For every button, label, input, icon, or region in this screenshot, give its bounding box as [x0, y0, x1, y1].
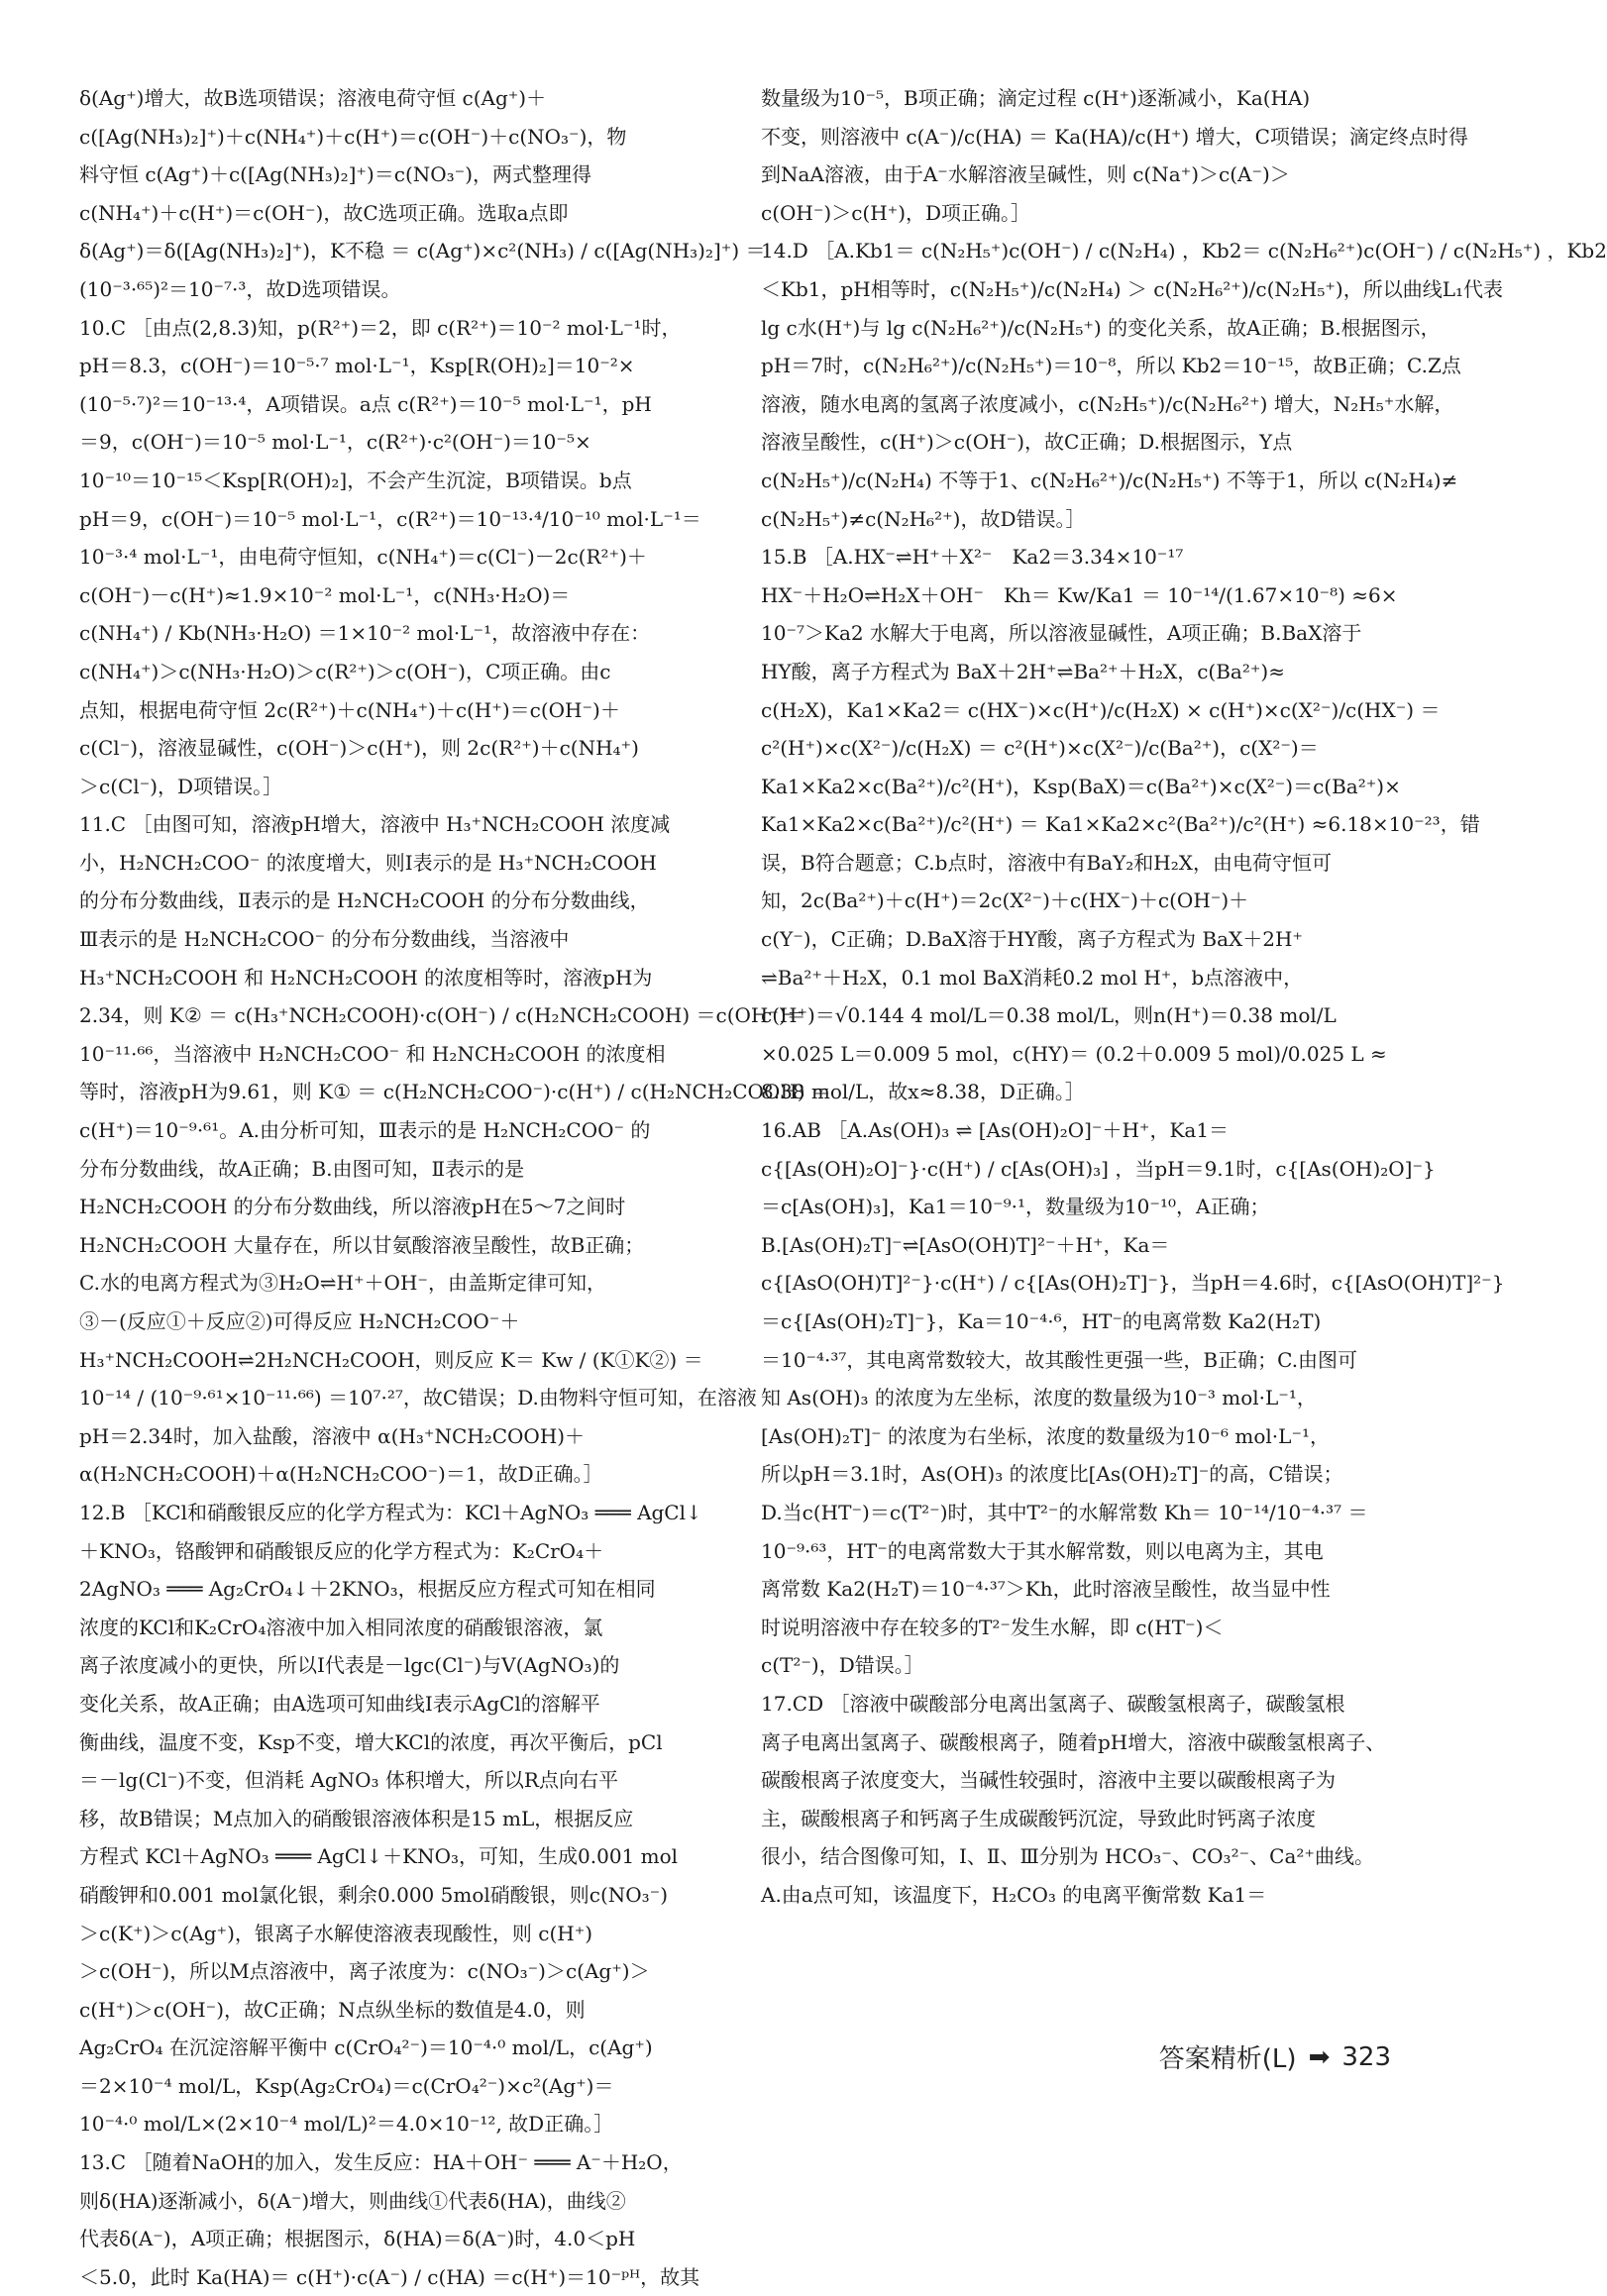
text-line: pH＝9，c(OH⁻)＝10⁻⁵ mol·L⁻¹，c(R²⁺)＝10⁻¹³·⁴/10⁻¹⁰ mol·L⁻¹＝ — [79, 506, 701, 531]
text-line: 误，B符合题意；C.b点时，溶液中有BaY₂和H₂X，由电荷守恒可 — [761, 850, 1332, 875]
text-line: 10⁻³·⁴ mol·L⁻¹，由电荷守恒知，c(NH₄⁺)＝c(Cl⁻)－2c(R²⁺)＋ — [79, 545, 647, 570]
text-line: 13.C ［随着NaOH的加入，发生反应：HA＋OH⁻ ═══ A⁻＋H₂O， — [79, 2150, 683, 2175]
text-line: 8.38 mol/L，故x≈8.38，D正确。］ — [761, 1080, 1085, 1104]
text-line: Ag₂CrO₄ 在沉淀溶解平衡中 c(CrO₄²⁻)＝10⁻⁴·⁰ mol/L，c(Ag⁺) — [79, 2035, 653, 2060]
text-line: c(NH₄⁺)＋c(H⁺)＝c(OH⁻)，故C选项正确。选取a点即 — [79, 200, 569, 225]
text-line: 10⁻⁷＞Ka2 水解大于电离，所以溶液显碱性，A项正确；B.BaX溶于 — [761, 621, 1362, 646]
text-line: H₂NCH₂COOH 的分布分数曲线，所以溶液pH在5～7之间时 — [79, 1195, 626, 1219]
text-line: Ⅲ表示的是 H₂NCH₂COO⁻ 的分布分数曲线，当溶液中 — [79, 927, 570, 952]
text-line: ＋KNO₃，铬酸钾和硝酸银反应的化学方程式为：K₂CrO₄＋ — [79, 1538, 604, 1563]
text-line: 料守恒 c(Ag⁺)＋c([Ag(NH₃)₂]⁺)＝c(NO₃⁻)，两式整理得 — [79, 162, 592, 187]
text-line: lg c水(H⁺)与 lg c(N₂H₆²⁺)/c(N₂H₅⁺) 的变化关系，故A正确；B.根据图示， — [761, 315, 1441, 340]
text-line: H₂NCH₂COOH 大量存在，所以甘氨酸溶液呈酸性，故B正确； — [79, 1232, 645, 1257]
text-line: [As(OH)₂T]⁻ 的浓度为右坐标，浓度的数量级为10⁻⁶ mol·L⁻¹， — [761, 1423, 1331, 1448]
text-line: 离子电离出氢离子、碳酸根离子，随着pH增大，溶液中碳酸氢根离子、 — [761, 1729, 1386, 1754]
text-line: 知，2c(Ba²⁺)＋c(H⁺)＝2c(X²⁻)＋c(HX⁻)＋c(OH⁻)＋ — [761, 888, 1249, 913]
text-line: Ka1×Ka2×c(Ba²⁺)/c²(H⁺) ＝ Ka1×Ka2×c²(Ba²⁺)/c²(H⁺) ≈6.18×10⁻²³，错 — [761, 812, 1480, 837]
text-line: ＜Kb1，pH相等时，c(N₂H₅⁺)/c(N₂H₄) ＞ c(N₂H₆²⁺)/c(N₂H₅⁺)，所以曲线L₁代表 — [761, 276, 1504, 301]
page-footer — [1159, 2038, 1391, 2075]
text-line: 小，H₂NCH₂COO⁻ 的浓度增大，则Ⅰ表示的是 H₃⁺NCH₂COOH — [79, 850, 657, 875]
text-line: 11.C ［由图可知，溶液pH增大，溶液中 H₃⁺NCH₂COOH 浓度减 — [79, 812, 671, 837]
text-line: ＝9，c(OH⁻)＝10⁻⁵ mol·L⁻¹，c(R²⁺)·c²(OH⁻)＝10⁻⁵× — [79, 430, 591, 455]
text-line: 2AgNO₃ ═══ Ag₂CrO₄↓＋2KNO₃，根据反应方程式可知在相同 — [79, 1577, 656, 1602]
text-line: c(H₂X)，Ka1×Ka2＝ c(HX⁻)×c(H⁺)/c(H₂X) × c(H⁺)×c(X²⁻)/c(HX⁻) ＝ — [761, 697, 1441, 722]
text-line: ③－(反应①＋反应②)可得反应 H₂NCH₂COO⁻＋ — [79, 1309, 520, 1333]
text-line: ＞c(OH⁻)，所以M点溶液中，离子浓度为：c(NO₃⁻)＞c(Ag⁺)＞ — [79, 1959, 650, 1984]
text-line: 溶液呈酸性，c(H⁺)＞c(OH⁻)，故C正确；D.根据图示，Y点 — [761, 430, 1293, 455]
text-line: c(Cl⁻)，溶液显碱性，c(OH⁻)＞c(H⁺)，则 2c(R²⁺)＋c(NH₄⁺) — [79, 736, 639, 761]
text-line: c(Y⁻)，C正确；D.BaX溶于HY酸，离子方程式为 BaX＋2H⁺ — [761, 927, 1303, 952]
text-line: c(OH⁻)＞c(H⁺)，D项正确。］ — [761, 200, 1031, 225]
text-line: ＞c(Cl⁻)，D项错误。］ — [79, 774, 283, 798]
text-line: δ(Ag⁺)＝δ([Ag(NH₃)₂]⁺)，K不稳 ＝ c(Ag⁺)×c²(NH₃) / c([Ag(NH₃)₂]⁺) ＝ — [79, 239, 766, 263]
text-line: c(N₂H₅⁺)/c(N₂H₄) 不等于1、c(N₂H₆²⁺)/c(N₂H₅⁺) 不等于1，所以 c(N₂H₄)≠ — [761, 468, 1458, 492]
text-line: 等时，溶液pH为9.61，则 K① ＝ c(H₂NCH₂COO⁻)·c(H⁺) / c(H₂NCH₂COOH) ＝ — [79, 1080, 831, 1104]
text-line: ＞c(K⁺)＞c(Ag⁺)，银离子水解使溶液表现酸性，则 c(H⁺) — [79, 1921, 593, 1945]
text-line: 浓度的KCl和K₂CrO₄溶液中加入相同浓度的硝酸银溶液，氯 — [79, 1615, 603, 1639]
text-line: c(H⁺)＝√0.144 4 mol/L＝0.38 mol/L，则n(H⁺)＝0.38 mol/L — [761, 1003, 1337, 1028]
text-line: c(H⁺)＞c(OH⁻)，故C正确；N点纵坐标的数值是4.0，则 — [79, 1997, 586, 2022]
text-line: 10⁻¹⁴ / (10⁻⁹·⁶¹×10⁻¹¹·⁶⁶) ＝10⁷·²⁷，故C错误；D.由物料守恒可知，在溶液 — [79, 1386, 757, 1410]
text-line: 的分布分数曲线，Ⅱ表示的是 H₂NCH₂COOH 的分布分数曲线， — [79, 888, 650, 913]
text-line: 主，碳酸根离子和钙离子生成碳酸钙沉淀，导致此时钙离子浓度 — [761, 1806, 1316, 1830]
text-line: C.水的电离方程式为③H₂O⇌H⁺＋OH⁻，由盖斯定律可知， — [79, 1271, 606, 1296]
text-line: 变化关系，故A正确；由A选项可知曲线Ⅰ表示AgCl的溶解平 — [79, 1691, 600, 1716]
text-line: (10⁻³·⁶⁵)²＝10⁻⁷·³，故D选项错误。 — [79, 276, 401, 301]
text-line: 溶液，随水电离的氢离子浓度减小，c(N₂H₅⁺)/c(N₂H₆²⁺) 增大，N₂H₅⁺水解， — [761, 391, 1454, 416]
text-line: 移，故B错误；M点加入的硝酸银溶液体积是15 mL，根据反应 — [79, 1806, 634, 1830]
text-line: 15.B ［A.HX⁻⇌H⁺＋X²⁻ Ka2＝3.34×10⁻¹⁷ — [761, 545, 1184, 570]
text-line: pH＝8.3，c(OH⁻)＝10⁻⁵·⁷ mol·L⁻¹，Ksp[R(OH)₂]＝10⁻²× — [79, 354, 635, 378]
right-arrow-icon: ➡ — [1308, 2041, 1331, 2072]
text-line: H₃⁺NCH₂COOH 和 H₂NCH₂COOH 的浓度相等时，溶液pH为 — [79, 965, 653, 990]
text-line: c{[AsO(OH)T]²⁻}·c(H⁺) / c{[As(OH)₂T]⁻}，当pH＝4.6时，c{[AsO(OH)T]²⁻} — [761, 1271, 1505, 1296]
text-line: 方程式 KCl＋AgNO₃ ═══ AgCl↓＋KNO₃，可知，生成0.001 mol — [79, 1844, 679, 1869]
text-line: ＝c[As(OH)₃]，Ka1＝10⁻⁹·¹，数量级为10⁻¹⁰，A正确； — [761, 1195, 1270, 1219]
text-line: 12.B ［KCl和硝酸银反应的化学方程式为：KCl＋AgNO₃ ═══ AgCl↓ — [79, 1500, 702, 1524]
text-line: 时说明溶液中存在较多的T²⁻发生水解，即 c(HT⁻)＜ — [761, 1615, 1224, 1639]
text-line: 10⁻¹¹·⁶⁶，当溶液中 H₂NCH₂COO⁻ 和 H₂NCH₂COOH 的浓度相 — [79, 1041, 666, 1066]
text-line: ＝10⁻⁴·³⁷，其电离常数较大，故其酸性更强一些，B正确；C.由图可 — [761, 1347, 1358, 1372]
text-line: α(H₂NCH₂COOH)＋α(H₂NCH₂COO⁻)＝1，故D正确。］ — [79, 1462, 603, 1487]
text-line: 16.AB ［A.As(OH)₃ ⇌ [As(OH)₂O]⁻＋H⁺，Ka1＝ — [761, 1118, 1230, 1143]
text-line: D.当c(HT⁻)＝c(T²⁻)时，其中T²⁻的水解常数 Kh＝ 10⁻¹⁴/10⁻⁴·³⁷ ＝ — [761, 1500, 1368, 1524]
page-number: 323 — [1341, 2041, 1391, 2072]
text-line: c(H⁺)＝10⁻⁹·⁶¹。A.由分析可知，Ⅲ表示的是 H₂NCH₂COO⁻ 的 — [79, 1118, 651, 1143]
text-line: 硝酸钾和0.001 mol氯化银，剩余0.000 5mol硝酸银，则c(NO₃⁻) — [79, 1882, 669, 1907]
text-line: 分布分数曲线，故A正确；B.由图可知，Ⅱ表示的是 — [79, 1156, 525, 1181]
text-line: HY酸，离子方程式为 BaX＋2H⁺⇌Ba²⁺＋H₂X，c(Ba²⁺)≈ — [761, 659, 1285, 683]
text-line: H₃⁺NCH₂COOH⇌2H₂NCH₂COOH，则反应 K＝ Kw / (K①K②) ＝ — [79, 1347, 703, 1372]
text-line: 10.C ［由点(2,8.3)知，p(R²⁺)＝2，即 c(R²⁺)＝10⁻² mol·L⁻¹时， — [79, 315, 682, 340]
text-line: 离常数 Ka2(H₂T)＝10⁻⁴·³⁷＞Kh，此时溶液呈酸性，故当显中性 — [761, 1577, 1331, 1602]
text-line: 很小，结合图像可知，Ⅰ、Ⅱ、Ⅲ分别为 HCO₃⁻、CO₃²⁻、Ca²⁺曲线。 — [761, 1844, 1374, 1869]
text-line: 到NaA溶液，由于A⁻水解溶液呈碱性，则 c(Na⁺)＞c(A⁻)＞ — [761, 162, 1290, 187]
text-line: pH＝2.34时，加入盐酸，溶液中 α(H₃⁺NCH₂COOH)＋ — [79, 1423, 586, 1448]
text-line: 14.D ［A.Kb1＝ c(N₂H₅⁺)c(OH⁻) / c(N₂H₄) ，Kb2＝ c(N₂H₆²⁺)c(OH⁻) / c(N₂H₅⁺) ，Kb2 — [761, 239, 1607, 263]
left-column — [79, 79, 831, 2296]
footer-label: 答案精析(L) — [1158, 2044, 1297, 2074]
text-line: c(NH₄⁺) / Kb(NH₃·H₂O) ＝1×10⁻² mol·L⁻¹，故溶液中存在： — [79, 621, 651, 646]
text-line: ＜5.0，此时 Ka(HA)＝ c(H⁺)·c(A⁻) / c(HA) ＝c(H⁺)＝10⁻ᵖᴴ，故其 — [79, 2264, 700, 2289]
text-line: HX⁻＋H₂O⇌H₂X＋OH⁻ Kh＝ Kw/Ka1 ＝ 10⁻¹⁴/(1.67×10⁻⁸) ≈6× — [761, 582, 1398, 607]
text-line: c(NH₄⁺)＞c(NH₃·H₂O)＞c(R²⁺)＞c(OH⁻)，C项正确。由c — [79, 659, 611, 683]
text-line: c(T²⁻)，D错误。］ — [761, 1653, 924, 1678]
text-line: 则δ(HA)逐渐减小，δ(A⁻)增大，则曲线①代表δ(HA)，曲线② — [79, 2188, 626, 2213]
text-line: 17.CD ［溶液中碳酸部分电离出氢离子、碳酸氢根离子，碳酸氢根 — [761, 1691, 1345, 1716]
text-line: 10⁻¹⁰＝10⁻¹⁵＜Ksp[R(OH)₂]，不会产生沉淀，B项错误。b点 — [79, 468, 632, 492]
text-line: ＝c{[As(OH)₂T]⁻}，Ka＝10⁻⁴·⁶，HT⁻的电离常数 Ka2(H₂T) — [761, 1309, 1322, 1333]
text-line: 10⁻⁹·⁶³，HT⁻的电离常数大于其水解常数，则以电离为主，其电 — [761, 1538, 1324, 1563]
right-column — [761, 79, 1607, 1915]
text-line: c(OH⁻)－c(H⁺)≈1.9×10⁻² mol·L⁻¹，c(NH₃·H₂O)＝ — [79, 582, 571, 607]
text-line: δ(Ag⁺)增大，故B选项错误；溶液电荷守恒 c(Ag⁺)＋ — [79, 86, 547, 110]
text-line: ⇌Ba²⁺＋H₂X，0.1 mol BaX消耗0.2 mol H⁺，b点溶液中， — [761, 965, 1304, 990]
text-line: A.由a点可知，该温度下，H₂CO₃ 的电离平衡常数 Ka1＝ — [761, 1882, 1267, 1907]
text-line: Ka1×Ka2×c(Ba²⁺)/c²(H⁺)，Ksp(BaX)＝c(Ba²⁺)×c(X²⁻)＝c(Ba²⁺)× — [761, 774, 1401, 798]
text-line: 衡曲线，温度不变，Ksp不变，增大KCl的浓度，再次平衡后，pCl — [79, 1729, 663, 1754]
text-line: 数量级为10⁻⁵，B项正确；滴定过程 c(H⁺)逐渐减小，Ka(HA) — [761, 86, 1311, 110]
text-line: c([Ag(NH₃)₂]⁺)＋c(NH₄⁺)＋c(H⁺)＝c(OH⁻)＋c(NO₃⁻)，物 — [79, 124, 627, 149]
text-line: 不变，则溶液中 c(A⁻)/c(HA) ＝ Ka(HA)/c(H⁺) 增大，C项错误；滴定终点时得 — [761, 124, 1468, 149]
text-line: 10⁻⁴·⁰ mol/L×(2×10⁻⁴ mol/L)²＝4.0×10⁻¹², 故D正确。］ — [79, 2112, 614, 2137]
text-line: ×0.025 L＝0.009 5 mol，c(HY)＝ (0.2＋0.009 5 mol)/0.025 L ≈ — [761, 1041, 1387, 1066]
text-line: 碳酸根离子浓度变大，当碱性较强时，溶液中主要以碳酸根离子为 — [761, 1768, 1336, 1793]
text-line: 所以pH＝3.1时，As(OH)₃ 的浓度比[As(OH)₂T]⁻的高，C错误； — [761, 1462, 1343, 1487]
text-line: 知 As(OH)₃ 的浓度为左坐标，浓度的数量级为10⁻³ mol·L⁻¹， — [761, 1386, 1317, 1410]
text-line: 离子浓度减小的更快，所以Ⅰ代表是－lgc(Cl⁻)与V(AgNO₃)的 — [79, 1653, 620, 1678]
text-line: c²(H⁺)×c(X²⁻)/c(H₂X) ＝ c²(H⁺)×c(X²⁻)/c(Ba²⁺)，c(X²⁻)＝ — [761, 736, 1319, 761]
text-line: pH＝7时，c(N₂H₆²⁺)/c(N₂H₅⁺)＝10⁻⁸，所以 Kb2＝10⁻¹⁵，故B正确；C.Z点 — [761, 354, 1461, 378]
text-line: (10⁻⁵·⁷)²＝10⁻¹³·⁴，A项错误。a点 c(R²⁺)＝10⁻⁵ mol·L⁻¹，pH — [79, 391, 652, 416]
text-line: 点知，根据电荷守恒 2c(R²⁺)＋c(NH₄⁺)＋c(H⁺)＝c(OH⁻)＋ — [79, 697, 620, 722]
text-line: 2.34，则 K② ＝ c(H₃⁺NCH₂COOH)·c(OH⁻) / c(H₂NCH₂COOH) ＝c(OH⁻)＝ — [79, 1003, 806, 1028]
text-line: c{[As(OH)₂O]⁻}·c(H⁺) / c[As(OH)₃] ，当pH＝9.1时，c{[As(OH)₂O]⁻} — [761, 1156, 1436, 1181]
text-line: c(N₂H₅⁺)≠c(N₂H₆²⁺)，故D错误。］ — [761, 506, 1086, 531]
text-line: 代表δ(A⁻)，A项正确；根据图示，δ(HA)＝δ(A⁻)时，4.0＜pH — [79, 2227, 636, 2251]
text-line: ＝2×10⁻⁴ mol/L，Ksp(Ag₂CrO₄)＝c(CrO₄²⁻)×c²(Ag⁺)＝ — [79, 2073, 614, 2098]
text-line: ＝－lg(Cl⁻)不变，但消耗 AgNO₃ 体积增大，所以R点向右平 — [79, 1768, 618, 1793]
text-line: B.[As(OH)₂T]⁻⇌[AsO(OH)T]²⁻＋H⁺，Ka＝ — [761, 1232, 1170, 1257]
